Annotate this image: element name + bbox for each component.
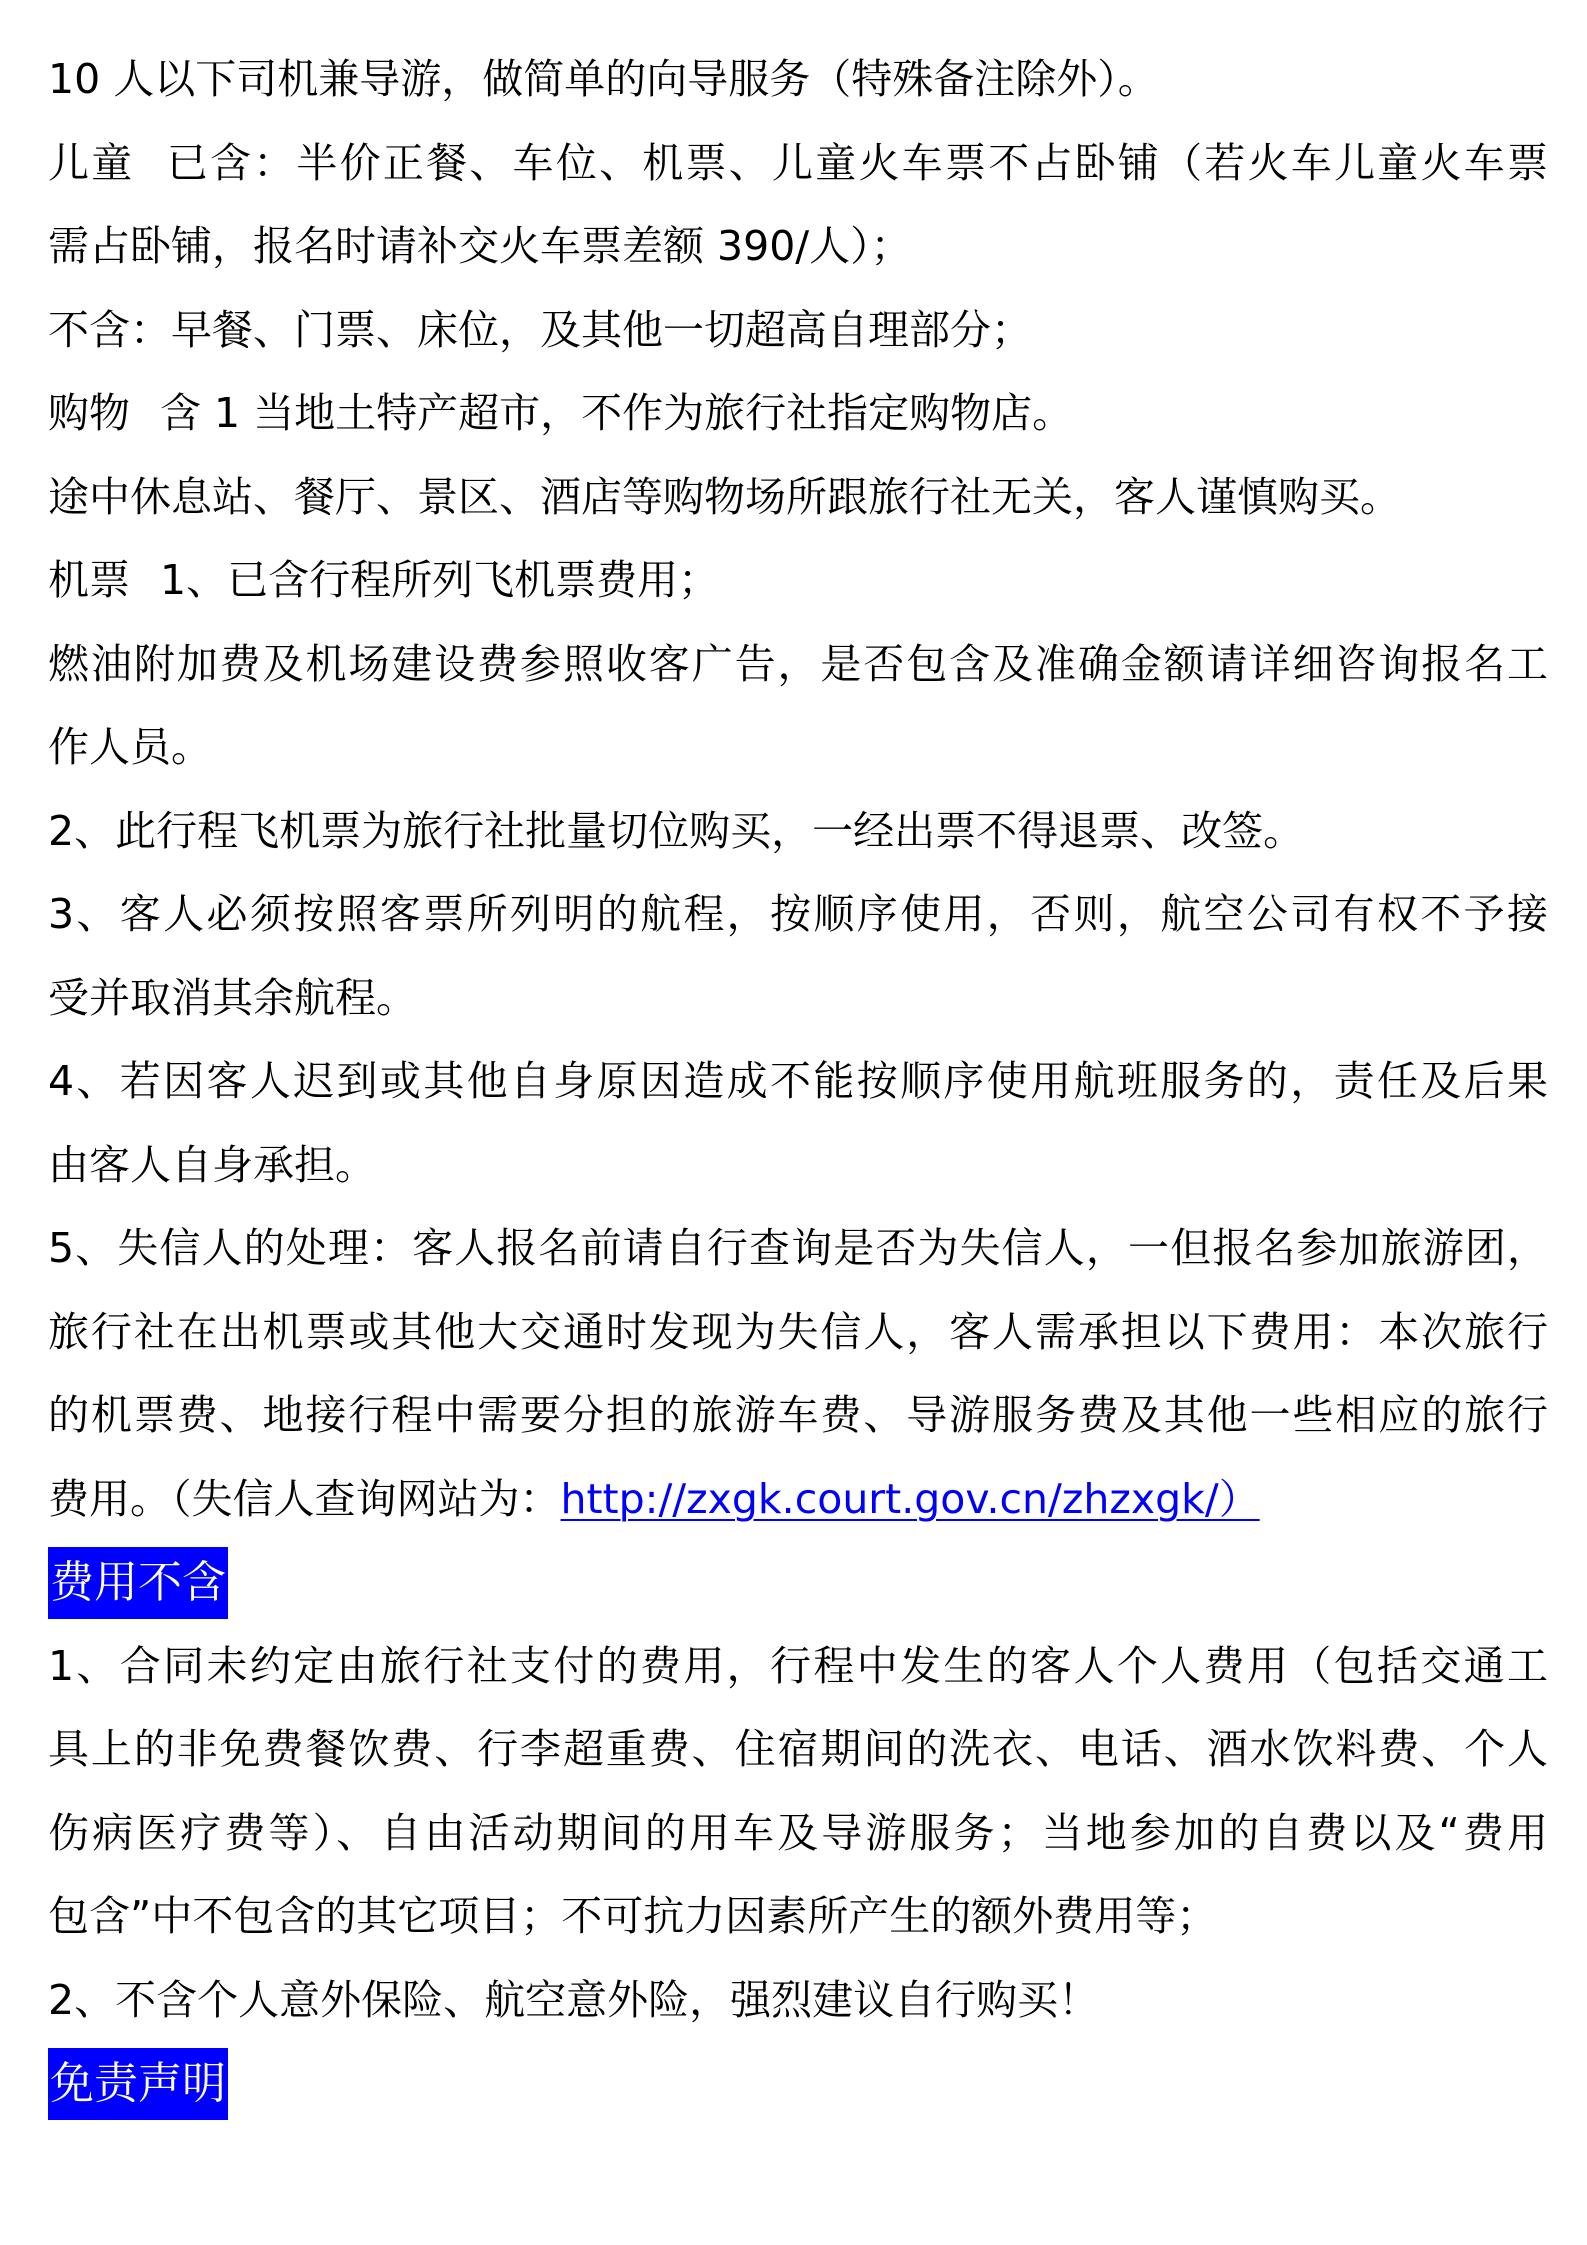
text-line: 燃油附加费及机场建设费参照收客广告，是否包含及准确金额请详细咨询报名工 xyxy=(48,639,1548,688)
document-page xyxy=(48,38,1548,2126)
text-line: 的机票费、地接行程中需要分担的旅游车费、导游服务费及其他一些相应的旅行 xyxy=(48,1391,1548,1439)
text-line: 包含”中不包含的其它项目；不可抗力因素所产生的额外费用等； xyxy=(48,1892,1218,1940)
text-line: 不含：早餐、门票、床位，及其他一切超高自理部分； xyxy=(48,305,1032,354)
blacklist-query-text: 费用。（失信人查询网站为： xyxy=(48,1474,561,1523)
text-line xyxy=(48,372,1548,456)
section-label-children: 儿童 xyxy=(48,138,135,187)
blacklist-query-link[interactable]: http://zxgk.court.gov.cn/zhzxgk/） xyxy=(560,1474,1260,1523)
text-line: 具上的非免费餐饮费、行李超重费、住宿期间的洗衣、电话、酒水饮料费、个人 xyxy=(48,1725,1548,1773)
text-line: 旅行社在出机票或其他大交通时发现为失信人，客人需承担以下费用：本次旅行 xyxy=(48,1307,1548,1356)
text-line xyxy=(48,539,1548,623)
heading-disclaimer-label: 免责声明 xyxy=(48,2048,228,2120)
text-line: 1、合同未约定由旅行社支付的费用，行程中发生的客人个人费用（包括交通工 xyxy=(48,1641,1548,1690)
air-ticket-text: 1、已含行程所列飞机票费用； xyxy=(160,556,720,604)
text-line: 由客人自身承担。 xyxy=(48,1140,376,1189)
text-line: 作人员。 xyxy=(48,723,212,771)
heading-fees-excluded-label: 费用不含 xyxy=(48,1547,228,1619)
text-line: 途中休息站、餐厅、景区、酒店等购物场所跟旅行社无关，客人谨慎购买。 xyxy=(48,472,1401,521)
text-line: 5、失信人的处理：客人报名前请自行查询是否为失信人，一但报名参加旅游团， xyxy=(48,1224,1548,1272)
section-label-shopping: 购物 xyxy=(48,389,130,437)
section-label-air-ticket: 机票 xyxy=(48,556,130,604)
children-included: 已含：半价正餐、车位、机票、儿童火车票不占卧铺（若火车儿童火车票 xyxy=(164,138,1548,187)
text-line xyxy=(48,122,1548,206)
shopping-text: 含 1 当地土特产超市，不作为旅行社指定购物店。 xyxy=(160,389,1074,437)
text-line xyxy=(48,1458,1548,1542)
text-line: 2、此行程飞机票为旅行社批量切位购买，一经出票不得退票、改签。 xyxy=(48,806,1305,855)
text-line: 2、不含个人意外保险、航空意外险，强烈建议自行购买！ xyxy=(48,1975,1100,2024)
text-line: 10 人以下司机兼导游，做简单的向导服务（特殊备注除外）。 xyxy=(48,55,1159,103)
text-line: 3、客人必须按照客票所列明的航程，按顺序使用，否则，航空公司有权不予接 xyxy=(48,890,1548,938)
text-line: 伤病医疗费等）、自由活动期间的用车及导游服务；当地参加的自费以及“费用 xyxy=(48,1808,1548,1857)
text-line: 需占卧铺，报名时请补交火车票差额 390/人）； xyxy=(48,222,912,270)
text-line: 4、若因客人迟到或其他自身原因造成不能按顺序使用航班服务的，责任及后果 xyxy=(48,1057,1548,1105)
heading-fees-excluded xyxy=(48,1541,1548,1625)
text-line: 受并取消其余航程。 xyxy=(48,973,417,1022)
heading-disclaimer xyxy=(48,2042,1548,2126)
